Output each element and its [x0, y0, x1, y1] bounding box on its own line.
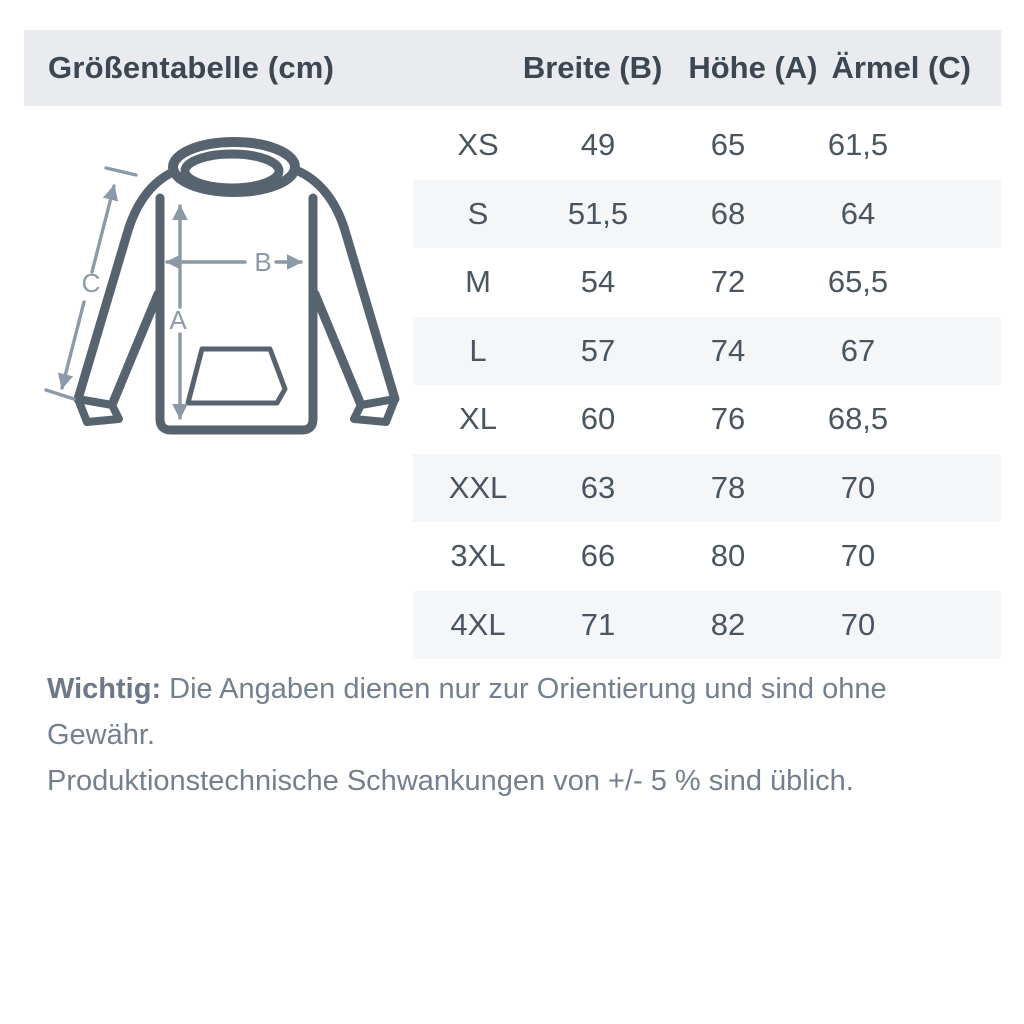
- breite-cell: 57: [580, 332, 616, 368]
- aermel-cell: 67: [840, 332, 876, 368]
- column-headers: [523, 50, 971, 86]
- breite-cell: 54: [580, 264, 616, 300]
- size-cell: S: [467, 195, 489, 231]
- table-row: [413, 111, 1001, 180]
- height-label: A: [169, 305, 187, 335]
- table-row: [413, 180, 1001, 249]
- width-label: B: [254, 247, 272, 277]
- size-cell: 4XL: [450, 606, 506, 642]
- aermel-cell: 65,5: [827, 264, 889, 300]
- aermel-cell: 68,5: [827, 401, 889, 437]
- size-cell: XXL: [448, 469, 508, 505]
- hoehe-cell: 78: [710, 469, 746, 505]
- hoehe-cell: 82: [710, 606, 746, 642]
- table-row: [413, 591, 1001, 660]
- hoehe-cell: 68: [710, 195, 746, 231]
- breite-cell: 66: [580, 538, 616, 574]
- breite-cell: 51,5: [567, 195, 629, 231]
- hoehe-cell: 72: [710, 264, 746, 300]
- hoodie-measurement-diagram: [42, 122, 402, 442]
- sleeve-arrow-top-tick: [106, 168, 136, 175]
- col-header-breite: Breite (B): [522, 50, 663, 85]
- disclaimer-line2: Produktionstechnische Schwankungen von +/- 5 % sind üblich.: [47, 765, 854, 797]
- table-header-bar: [24, 30, 1001, 106]
- sleeve-arrow-bottom-tick: [46, 390, 74, 399]
- disclaimer-important-label: Wichtig:: [47, 673, 162, 705]
- table-row: [413, 248, 1001, 317]
- table-row: [413, 385, 1001, 454]
- breite-cell: 71: [580, 606, 616, 642]
- hoehe-cell: 65: [710, 127, 746, 163]
- aermel-cell: 70: [840, 469, 876, 505]
- table-row: [413, 522, 1001, 591]
- page-title: Größentabelle (cm): [48, 50, 335, 85]
- disclaimer-line1: Die Angaben dienen nur zur Orientierung und sind ohne Gewähr.: [47, 673, 887, 751]
- size-cell: L: [469, 332, 487, 368]
- aermel-cell: 70: [840, 606, 876, 642]
- breite-cell: 63: [580, 469, 616, 505]
- col-header-hoehe: Höhe (A): [688, 50, 818, 85]
- table-row: [413, 317, 1001, 386]
- size-table: [413, 111, 1001, 659]
- hoehe-cell: 80: [710, 538, 746, 574]
- hoodie-outline-icon: [78, 142, 395, 430]
- disclaimer-note: [47, 666, 977, 804]
- breite-cell: 60: [580, 401, 616, 437]
- breite-cell: 49: [580, 127, 616, 163]
- size-cell: M: [465, 264, 491, 300]
- hoehe-cell: 74: [710, 332, 746, 368]
- hoehe-cell: 76: [710, 401, 746, 437]
- aermel-cell: 61,5: [827, 127, 889, 163]
- sleeve-label: C: [81, 268, 101, 298]
- size-cell: XS: [457, 127, 499, 163]
- table-row: [413, 454, 1001, 523]
- size-cell: XL: [459, 401, 497, 437]
- aermel-cell: 70: [840, 538, 876, 574]
- size-cell: 3XL: [450, 538, 506, 574]
- col-header-aermel: Ärmel (C): [831, 50, 971, 85]
- aermel-cell: 64: [840, 195, 876, 231]
